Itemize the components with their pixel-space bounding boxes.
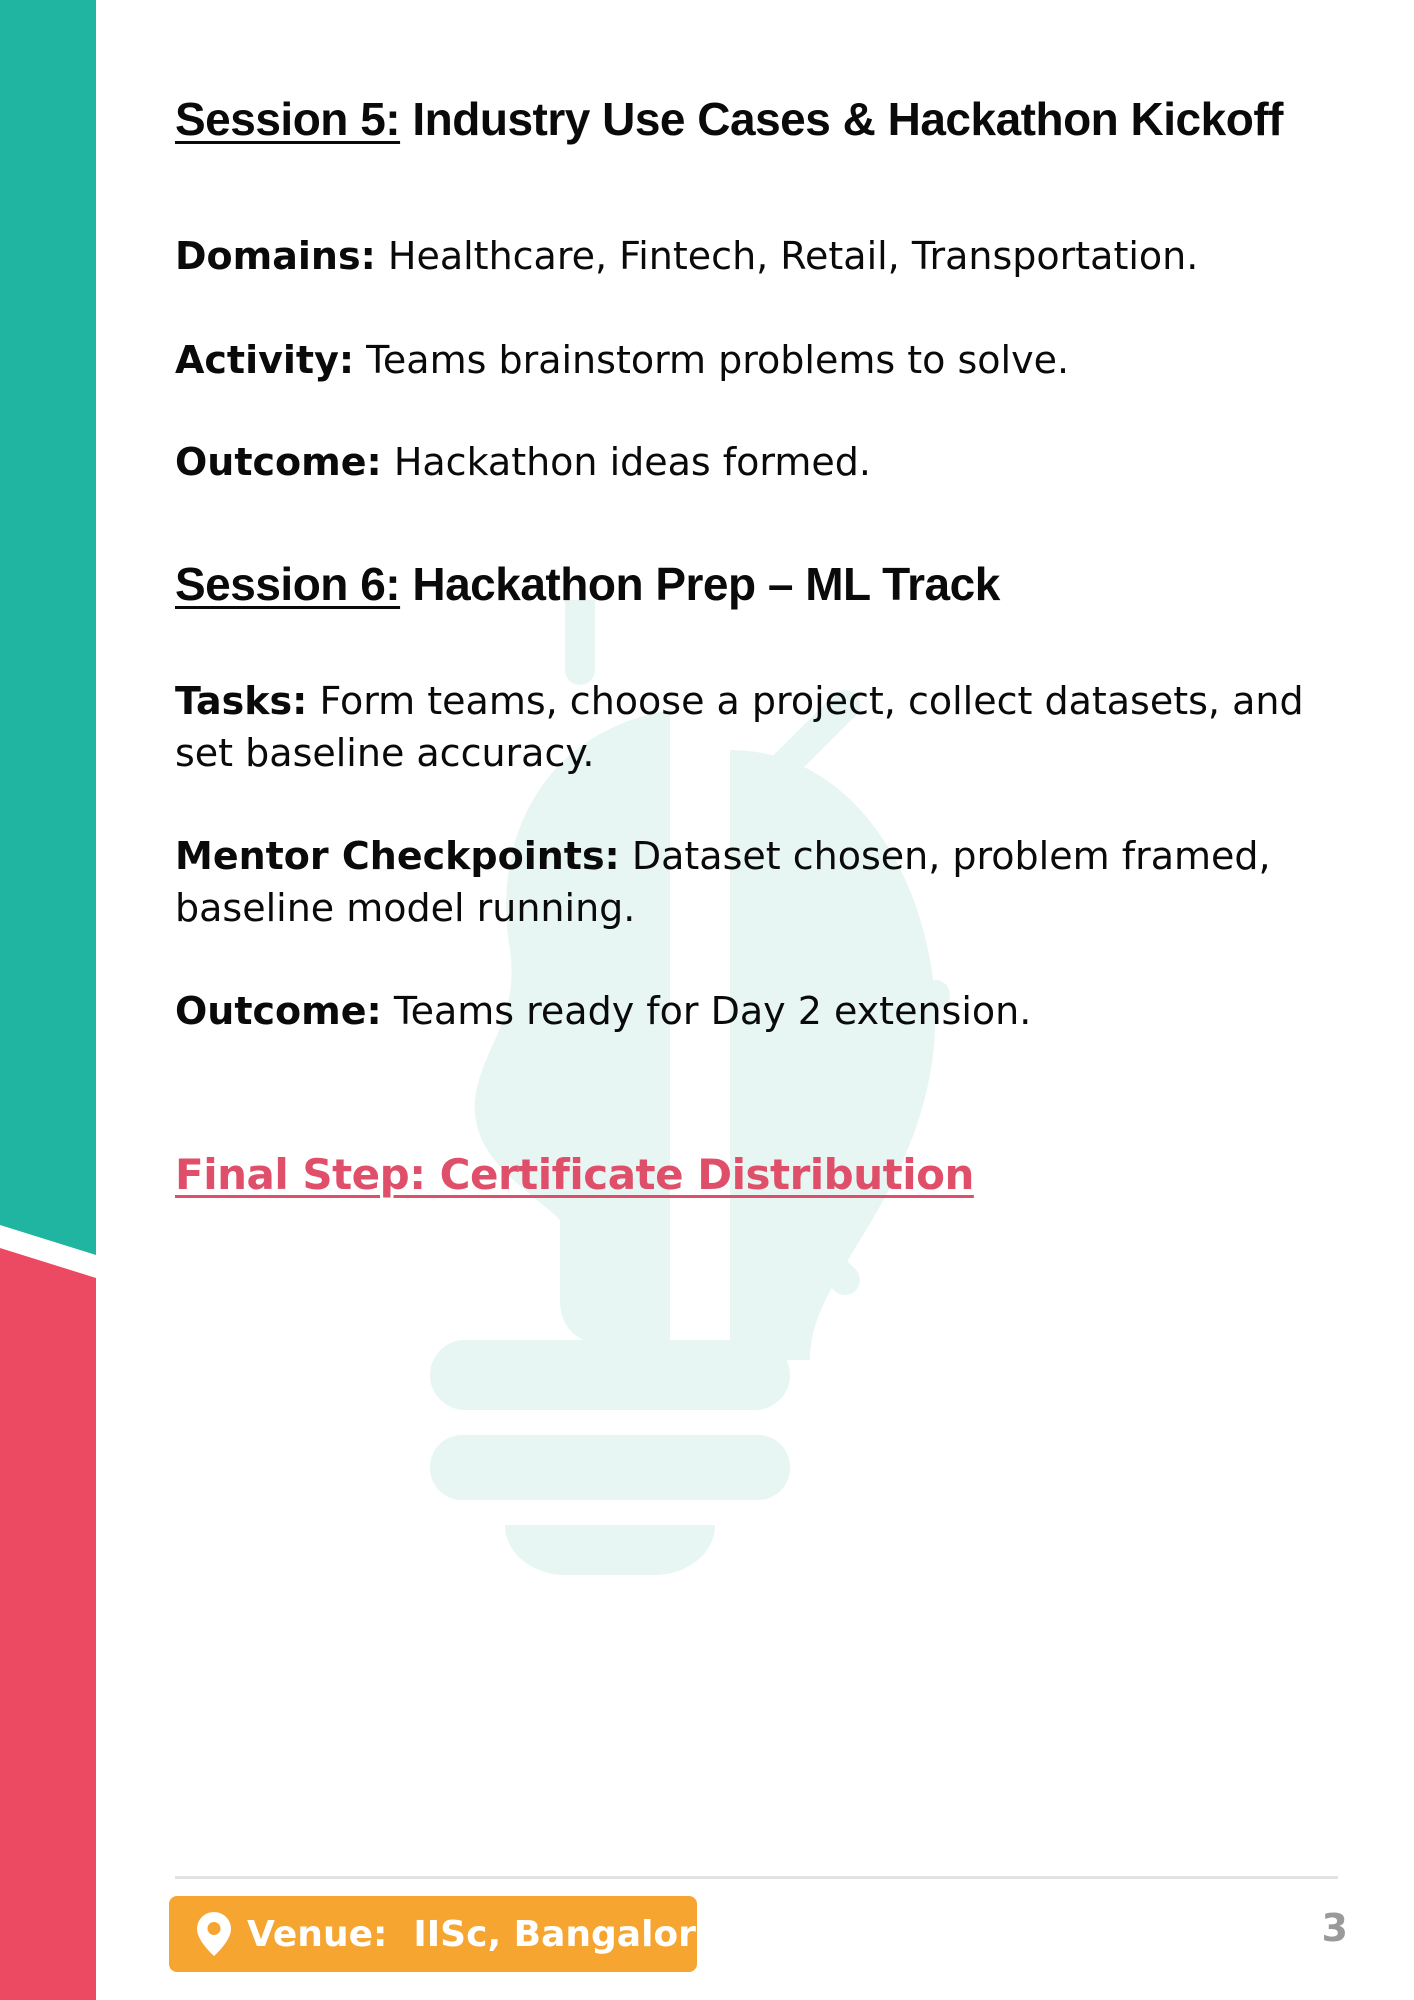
session-5-activity <box>175 334 1315 386</box>
sidebar-accent <box>0 0 96 2000</box>
session-5-domains <box>175 230 1315 282</box>
session-5-heading <box>175 92 1283 146</box>
sidebar-coral-band <box>0 1248 96 2000</box>
session-6-heading <box>175 557 1000 611</box>
session-5-title: Industry Use Cases & Hackathon Kickoff <box>412 93 1283 145</box>
session-5-label: Session 5: <box>175 93 401 145</box>
mentor-checkpoints-key: Mentor Checkpoints: <box>175 834 620 878</box>
domains-text: Healthcare, Fintech, Retail, Transportation. <box>387 234 1199 278</box>
session-6-tasks <box>175 675 1315 779</box>
tasks-text: Form teams, choose a project, collect datasets, and set baseline accuracy. <box>175 679 1304 775</box>
outcome-key: Outcome: <box>175 989 382 1033</box>
tasks-key: Tasks: <box>175 679 308 723</box>
outcome-text: Hackathon ideas formed. <box>393 440 871 484</box>
session-6-outcome <box>175 985 1315 1037</box>
venue-text <box>247 1914 720 1955</box>
activity-key: Activity: <box>175 338 355 382</box>
venue-label: Venue: <box>247 1913 388 1955</box>
page-number: 3 <box>1321 1906 1348 1950</box>
footer-divider <box>175 1876 1338 1879</box>
session-6-label: Session 6: <box>175 558 401 610</box>
session-5-outcome <box>175 436 1315 488</box>
final-step-link[interactable]: Final Step: Certificate Distribution <box>175 1150 974 1199</box>
domains-key: Domains: <box>175 234 376 278</box>
outcome-text: Teams ready for Day 2 extension. <box>393 989 1032 1033</box>
mentor-checkpoints-text: Dataset chosen, problem framed, baseline model running. <box>175 834 1271 930</box>
map-pin-icon <box>197 1912 231 1956</box>
venue-badge <box>169 1896 721 1972</box>
sidebar-teal-band <box>0 0 96 1255</box>
venue-value: IISc, Bangalore <box>413 1913 721 1955</box>
session-6-mentor-checkpoints <box>175 830 1315 934</box>
activity-text: Teams brainstorm problems to solve. <box>366 338 1070 382</box>
session-6-title: Hackathon Prep – ML Track <box>412 558 1000 610</box>
outcome-key: Outcome: <box>175 440 382 484</box>
